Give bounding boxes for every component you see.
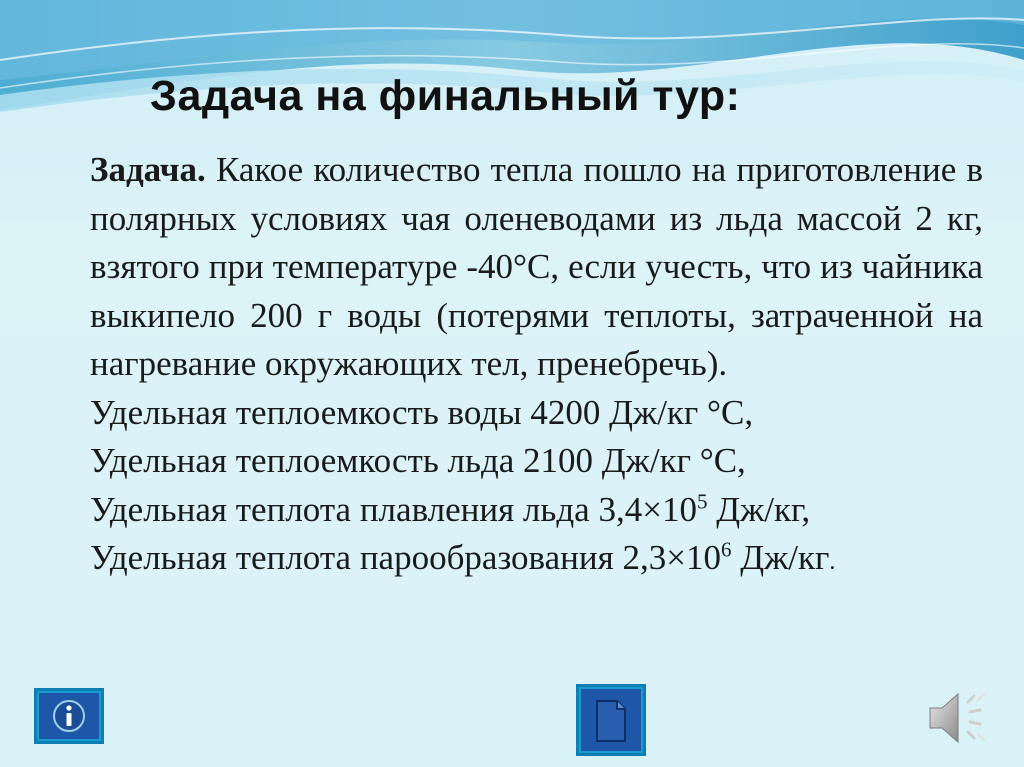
- melt-exponent: 5: [696, 488, 708, 513]
- melt-prefix: Удельная теплота плавления льда 3,4×10: [90, 489, 697, 529]
- speaker-icon: [926, 686, 996, 748]
- info-button[interactable]: [34, 688, 104, 744]
- vap-exponent: 6: [720, 537, 732, 562]
- document-button[interactable]: [576, 684, 646, 756]
- info-icon: [37, 691, 101, 741]
- constant-ice-heat-capacity: Удельная теплоемкость льда 2100 Дж/кг °С,: [90, 441, 746, 480]
- constant-ice-melting-heat: [90, 486, 983, 535]
- constant-water-heat-capacity: Удельная теплоемкость воды 4200 Дж/кг °С,: [90, 392, 754, 432]
- document-icon: [579, 687, 643, 753]
- melt-suffix: Дж/кг,: [707, 489, 811, 529]
- problem-text: Какое количество тепла пошло на приготовление в полярных условиях чая оленеводами из льда массой 2 кг, взятого при температуре -40°С, если учесть, что из чайника выкипело 200 г воды (потерями теплоты, затраченной на нагревание окружающих тел, пренебречь).: [90, 150, 983, 383]
- constant-vaporization-heat: [90, 534, 983, 587]
- slide-body: [90, 146, 983, 587]
- slide-title: Задача на финальный тур:: [150, 72, 741, 120]
- vap-suffix: Дж/кг: [731, 538, 830, 577]
- vap-end: .: [829, 549, 836, 575]
- vap-prefix: Удельная теплота парообразования 2,3×10: [90, 538, 721, 577]
- problem-paragraph: [90, 146, 983, 389]
- problem-label: Задача.: [90, 150, 206, 189]
- sound-button[interactable]: [926, 686, 996, 748]
